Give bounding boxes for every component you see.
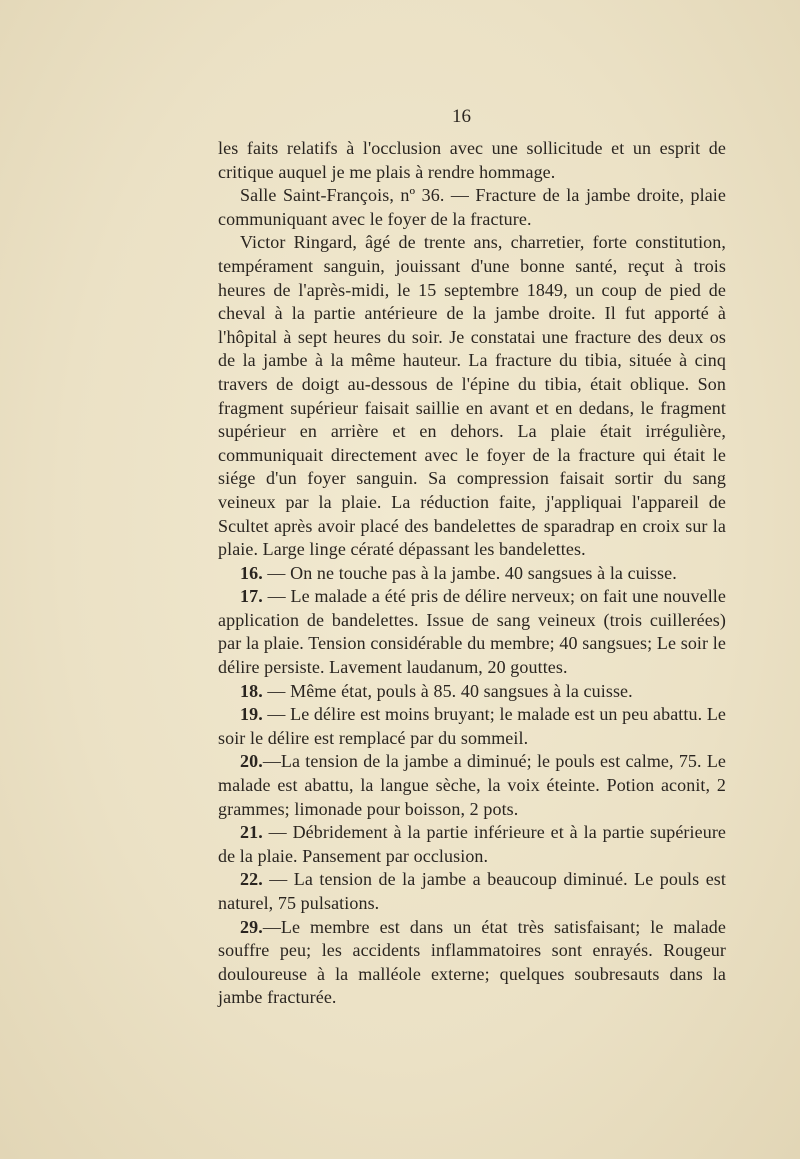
- daily-entry: [218, 703, 726, 750]
- daily-entry: [218, 868, 726, 915]
- paragraph-case-description: Victor Ringard, âgé de trente ans, charretier, forte constitution, tempérament sanguin, jouissant d'une bonne santé, reçut à trois heures de l'après-midi, le 15 septembre 1849, un coup de pied de cheval à la partie antérieure de la jambe droite. Il fut apporté à l'hôpital à sept heures du soir. Je constatai une fracture des deux os de la jambe à la même hauteur. La fracture du tibia, située à cinq travers de doigt au-dessous de l'épine du tibia, était oblique. Son fragment supérieur faisait saillie en avant et en dedans, le fragment supérieur en arrière et en dehors. La plaie était irrégulière, communiquait directement avec le foyer de la fracture qui était le siége d'un foyer sanguin. Sa compression faisait sortir du sang veineux par la plaie. La réduction faite, j'appliquai l'appareil de Scultet après avoir placé des bandelettes de sparadrap en croix sur la plaie. Large linge cératé dépassant les bandelettes.: [218, 232, 726, 560]
- entry-text: — Même état, pouls à 85. 40 sangsues à la cuisse.: [262, 680, 633, 701]
- entry-date: 19.: [240, 704, 263, 725]
- entry-date: 22.: [240, 869, 263, 890]
- entry-date: 21.: [240, 822, 263, 843]
- entry-date: 17.: [240, 586, 263, 607]
- entry-text: —La tension de la jambe a diminué; le pouls est calme, 75. Le malade est abattu, la langue sèche, la voix éteinte. Potion aconit, 2 grammes; limonade pour boisson, 2 pots.: [218, 751, 726, 819]
- daily-entry: [218, 750, 726, 821]
- daily-entry: [218, 821, 726, 868]
- entry-date: 29.: [240, 916, 263, 937]
- entry-date: 16.: [240, 562, 263, 583]
- paragraph-continuation: les faits relatifs à l'occlusion avec une sollicitude et un esprit de critique auquel je me plais à rendre hommage.: [218, 138, 726, 182]
- daily-entry: [218, 585, 726, 679]
- entry-date: 20.: [240, 751, 263, 772]
- paragraph-case-heading: Salle Saint-François, nº 36. — Fracture de la jambe droite, plaie communiquant avec le foyer de la fracture.: [218, 185, 726, 229]
- page-body-text: [218, 137, 726, 1010]
- entry-text: — Le délire est moins bruyant; le malade est un peu abattu. Le soir le délire est remplacé par du sommeil.: [218, 704, 726, 748]
- daily-entry: [218, 916, 726, 1010]
- entry-text: —Le membre est dans un état très satisfaisant; le malade souffre peu; les accidents inflammatoires sont enrayés. Rougeur douloureuse à la malléole externe; quelques soubresauts dans la jambe fracturée.: [218, 916, 726, 1008]
- entry-text: — Le malade a été pris de délire nerveux; on fait une nouvelle application de bandelettes. Issue de sang veineux (trois cuillerées) par la plaie. Tension considérable du membre; 40 sangsues; Le soir le délire persiste. Lavement laudanum, 20 gouttes.: [218, 586, 726, 678]
- daily-entry: [218, 562, 726, 586]
- entry-text: — On ne touche pas à la jambe. 40 sangsues à la cuisse.: [262, 562, 677, 583]
- entry-text: — La tension de la jambe a beaucoup diminué. Le pouls est naturel, 75 pulsations.: [218, 869, 726, 913]
- page-number: 16: [452, 106, 471, 127]
- daily-entry: [218, 680, 726, 704]
- entry-date: 18.: [240, 680, 263, 701]
- entry-text: — Débridement à la partie inférieure et à la partie supérieure de la plaie. Pansement par occlusion.: [218, 822, 726, 866]
